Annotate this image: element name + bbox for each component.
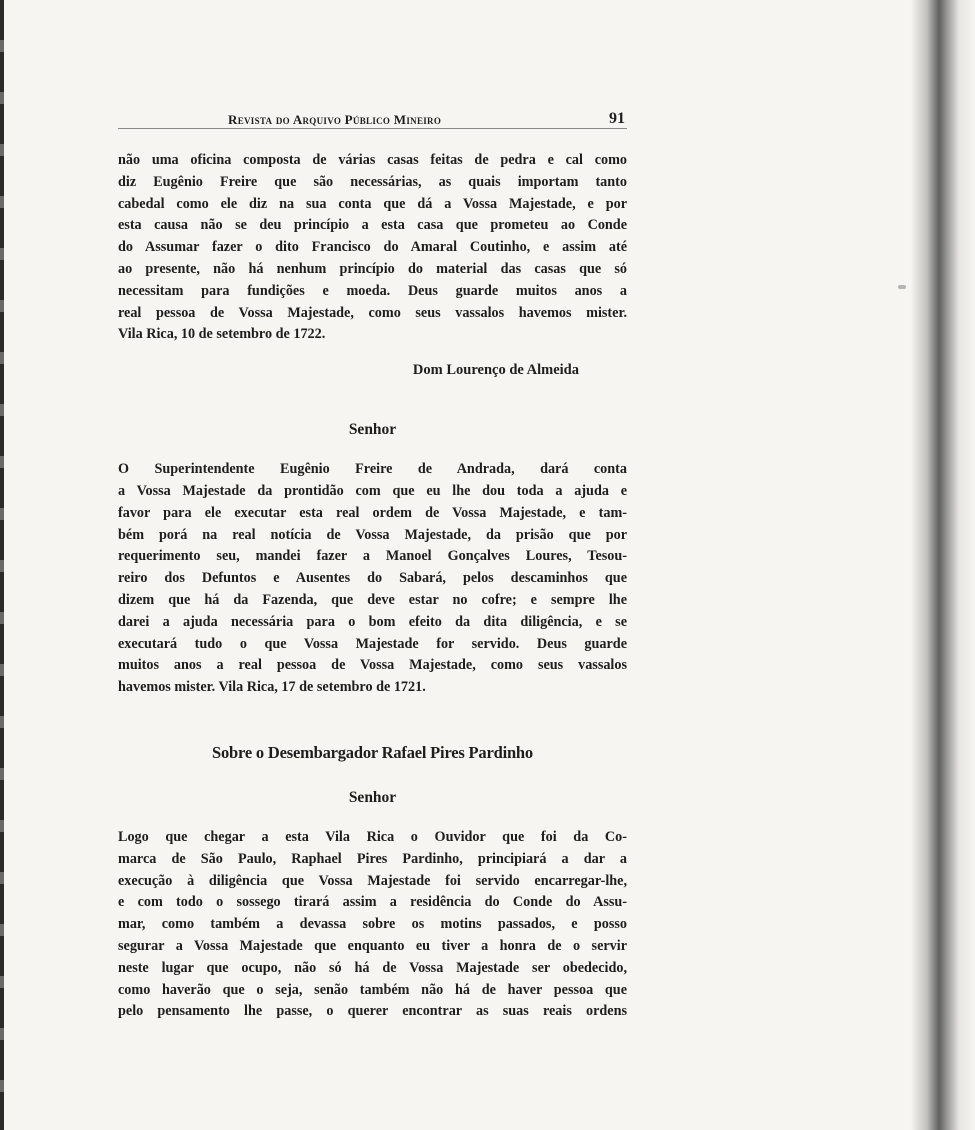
text-line: neste lugar que ocupo, não só há de Vossa Majestade ser obedecido, <box>118 959 627 976</box>
text-line: favor para ele executar esta real ordem de Vossa Majestade, e tam- <box>118 504 627 521</box>
text-line: muitos anos a real pessoa de Vossa Majestade, como seus vassalos <box>118 657 627 674</box>
text-line: havemos mister. Vila Rica, 17 de setembro de 1721. <box>118 679 426 696</box>
page-number: 91 <box>609 110 625 127</box>
text-line: pelo pensamento lhe passe, o querer encontrar as suas reais ordens <box>118 1003 627 1020</box>
text-line: bém porá na real notícia de Vossa Majestade, da prisão que por <box>118 526 627 543</box>
text-line: dizem que há da Fazenda, que deve estar no cofre; e sempre lhe <box>118 591 627 608</box>
text-line: ao presente, não há nenhum princípio do material das casas que só <box>118 260 627 277</box>
scan-speck <box>898 285 906 289</box>
text-line: não uma oficina composta de várias casas feitas de pedra e cal como <box>118 152 627 168</box>
text-line: requerimento seu, mandei fazer a Manoel Gonçalves Loures, Tesou- <box>118 548 627 565</box>
letter-2-body <box>118 459 627 699</box>
section-salutation: Senhor <box>348 788 397 806</box>
section-heading: Sobre o Desembargador Rafael Pires Pardinho <box>212 742 533 762</box>
text-line: segurar a Vossa Majestade que enquanto eu tiver a honra de o servir <box>118 937 627 954</box>
letter-1-signature: Dom Lourenço de Almeida <box>412 362 579 379</box>
text-line: marca de São Paulo, Raphael Pires Pardinho, principiará a dar a <box>118 850 627 867</box>
text-line: do Assumar fazer o dito Francisco do Amaral Coutinho, e assim até <box>118 239 627 256</box>
text-line: necessitam para fundições e moeda. Deus guarde muitos anos a <box>118 282 627 299</box>
document-page <box>118 100 627 1023</box>
text-line: darei a ajuda necessária para o bom efeito da dita diligência, e se <box>118 613 627 630</box>
book-gutter-shadow <box>715 0 975 1130</box>
text-line: como haverão que o seja, senão também não há de haver pessoa que <box>118 981 627 998</box>
text-line: cabedal como ele diz na sua conta que dá a Vossa Majestade, e por <box>118 195 627 212</box>
letter-2-salutation: Senhor <box>348 421 397 439</box>
text-line: mar, como também a devassa sobre os motins passados, e posso <box>118 916 627 933</box>
section-body <box>118 827 627 1023</box>
page-left-edge <box>0 0 4 1130</box>
text-line: O Superintendente Eugênio Freire de Andrada, dará conta <box>118 461 627 478</box>
text-line: a Vossa Majestade da prontidão com que eu lhe dou toda a ajuda e <box>118 482 627 499</box>
text-line: Logo que chegar a esta Vila Rica o Ouvidor que foi da Co- <box>118 828 627 845</box>
journal-title: Revista do Arquivo Público Mineiro <box>228 112 442 127</box>
text-line: Vila Rica, 10 de setembro de 1722. <box>118 326 326 343</box>
text-line: execução à diligência que Vossa Majestade foi servido encarregar-lhe, <box>118 872 627 889</box>
letter-1-body <box>118 150 627 346</box>
text-line: diz Eugênio Freire que são necessárias, as quais importam tanto <box>118 173 627 190</box>
text-line: real pessoa de Vossa Majestade, como seus vassalos havemos mister. <box>118 304 627 321</box>
text-line: executará tudo o que Vossa Majestade for servido. Deus guarde <box>118 635 627 652</box>
text-line: esta causa não se deu princípio a esta casa que prometeu ao Conde <box>118 217 627 234</box>
text-line: reiro dos Defuntos e Ausentes do Sabará, pelos descaminhos que <box>118 570 627 587</box>
text-line: e com todo o sossego tirará assim a residência do Conde do Assu- <box>118 894 627 911</box>
running-header <box>118 100 627 129</box>
